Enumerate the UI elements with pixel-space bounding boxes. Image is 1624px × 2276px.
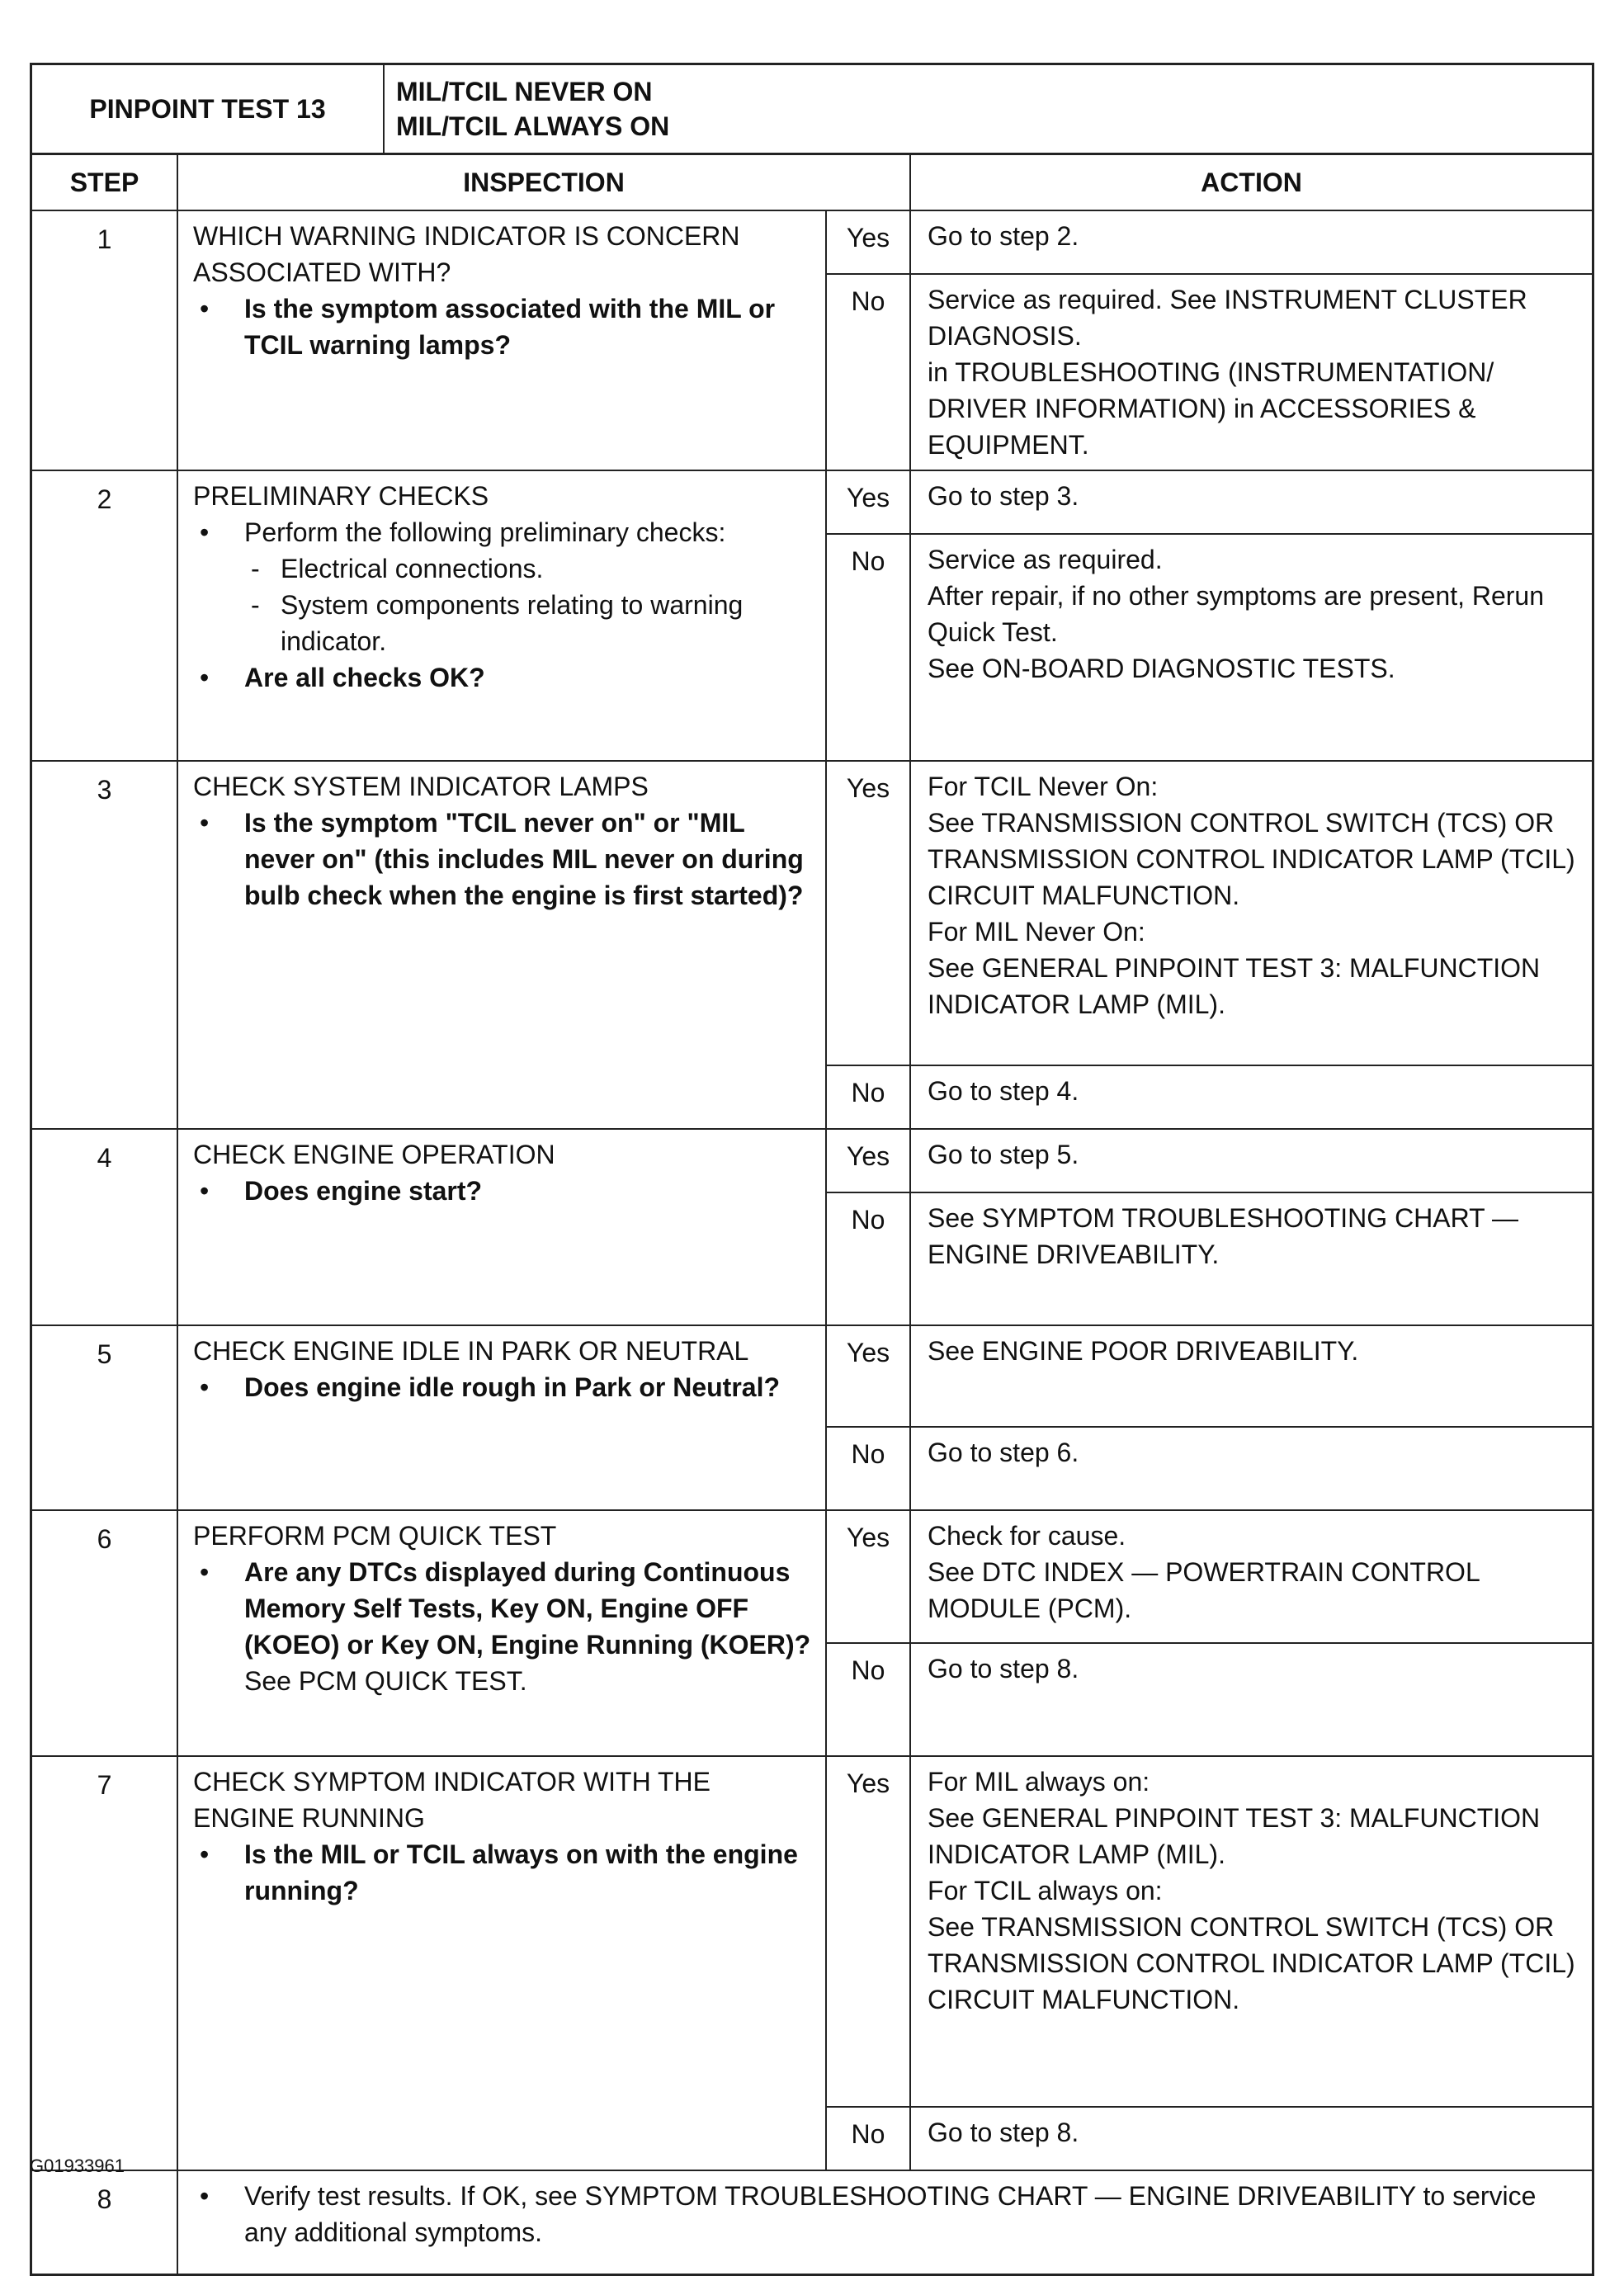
step-number: 3 xyxy=(32,761,177,1129)
step-inspection xyxy=(177,1510,826,1756)
yes-label: Yes xyxy=(826,210,910,274)
test-id: PINPOINT TEST 13 xyxy=(32,65,385,153)
action-line: in TROUBLESHOOTING (INSTRUMENTATION/ DRIVER INFORMATION) in ACCESSORIES & EQUIPMENT. xyxy=(928,357,1494,460)
final-instruction xyxy=(193,2178,1579,2250)
table-row xyxy=(32,1510,1592,1643)
bullet-glyph: • xyxy=(200,1176,210,1206)
no-label: No xyxy=(826,1192,910,1325)
bullet-glyph: • xyxy=(200,808,210,838)
yes-action xyxy=(910,210,1592,274)
check-subitem xyxy=(193,550,812,587)
step-instruction xyxy=(193,514,812,550)
step-number: 7 xyxy=(32,1756,177,2170)
step-inspection xyxy=(177,1756,826,2170)
column-header-action: ACTION xyxy=(910,155,1592,210)
column-header-step: STEP xyxy=(32,155,177,210)
step-title: CHECK ENGINE OPERATION xyxy=(193,1140,555,1169)
bullet-glyph: • xyxy=(200,2181,210,2211)
step-title: CHECK SYMPTOM INDICATOR WITH THE ENGINE RUNNING xyxy=(193,1767,710,1833)
bullet-glyph: • xyxy=(200,1557,210,1587)
yes-label: Yes xyxy=(826,761,910,1065)
table-row xyxy=(32,1756,1592,2107)
step-final-note xyxy=(177,2170,1592,2274)
step-inspection xyxy=(177,210,826,470)
step-number: 8 xyxy=(32,2170,177,2274)
step-title: WHICH WARNING INDICATOR IS CONCERN ASSOCIATED WITH? xyxy=(193,221,740,287)
action-line: For MIL Never On: xyxy=(928,917,1145,947)
step-inspection xyxy=(177,1325,826,1510)
action-line: For TCIL always on: xyxy=(928,1876,1163,1905)
no-action xyxy=(910,274,1592,470)
no-action xyxy=(910,1643,1592,1756)
action-line: For TCIL Never On: xyxy=(928,772,1159,801)
table-row xyxy=(32,1325,1592,1427)
no-label: No xyxy=(826,534,910,761)
action-line: See TRANSMISSION CONTROL SWITCH (TCS) OR TRANSMISSION CONTROL INDICATOR LAMP (TCIL) CIRCUIT MALFUNCTION. xyxy=(928,1912,1575,2014)
step-question xyxy=(193,1369,812,1405)
no-label: No xyxy=(826,274,910,470)
step-inspection xyxy=(177,1129,826,1325)
action-line: Go to step 4. xyxy=(928,1076,1079,1106)
yes-label: Yes xyxy=(826,1129,910,1192)
action-line: See ENGINE POOR DRIVEABILITY. xyxy=(928,1336,1359,1366)
step-title: CHECK ENGINE IDLE IN PARK OR NEUTRAL xyxy=(193,1336,749,1366)
no-action xyxy=(910,1427,1592,1510)
no-action xyxy=(910,1065,1592,1129)
step-inspection xyxy=(177,470,826,761)
step-question xyxy=(193,290,812,363)
action-line: See GENERAL PINPOINT TEST 3: MALFUNCTION INDICATOR LAMP (MIL). xyxy=(928,953,1541,1019)
dash-glyph: - xyxy=(251,554,260,583)
question-tail: See PCM QUICK TEST. xyxy=(244,1666,527,1696)
action-line: Service as required. xyxy=(928,545,1163,574)
action-line: Go to step 6. xyxy=(928,1438,1079,1467)
action-line: Go to step 5. xyxy=(928,1140,1079,1169)
table-title-row xyxy=(32,65,1592,155)
yes-action xyxy=(910,470,1592,534)
action-line: See SYMPTOM TROUBLESHOOTING CHART — ENGINE DRIVEABILITY. xyxy=(928,1203,1519,1269)
bullet-glyph: • xyxy=(200,1839,210,1869)
yes-action xyxy=(910,1129,1592,1192)
no-label: No xyxy=(826,1427,910,1510)
table-row xyxy=(32,470,1592,534)
table-row xyxy=(32,2170,1592,2274)
yes-action xyxy=(910,1510,1592,1643)
bullet-glyph: • xyxy=(200,294,210,323)
pinpoint-test-table xyxy=(30,63,1594,2276)
yes-label: Yes xyxy=(826,1510,910,1643)
yes-action xyxy=(910,1756,1592,2107)
final-instruction-text: Verify test results. If OK, see SYMPTOM TROUBLESHOOTING CHART — ENGINE DRIVEABILITY to service any additional symptoms. xyxy=(244,2181,1537,2247)
step-instruction-text: Perform the following preliminary checks: xyxy=(244,517,726,547)
table-row xyxy=(32,210,1592,274)
action-line: Check for cause. xyxy=(928,1521,1126,1551)
step-inspection xyxy=(177,761,826,1129)
table-row xyxy=(32,1129,1592,1192)
action-line: See ON-BOARD DIAGNOSTIC TESTS. xyxy=(928,654,1395,683)
step-number: 6 xyxy=(32,1510,177,1756)
action-line: See TRANSMISSION CONTROL SWITCH (TCS) OR TRANSMISSION CONTROL INDICATOR LAMP (TCIL) CIRCUIT MALFUNCTION. xyxy=(928,808,1575,910)
no-action xyxy=(910,534,1592,761)
steps-body xyxy=(32,210,1592,2274)
action-line: Go to step 8. xyxy=(928,1654,1079,1683)
action-line: See DTC INDEX — POWERTRAIN CONTROL MODULE (PCM). xyxy=(928,1557,1480,1623)
dash-glyph: - xyxy=(251,590,260,620)
action-line: Go to step 2. xyxy=(928,221,1079,251)
figure-id: G01933961 xyxy=(30,2156,125,2176)
no-action xyxy=(910,1192,1592,1325)
step-question-text: Does engine idle rough in Park or Neutral? xyxy=(244,1372,780,1402)
step-number: 4 xyxy=(32,1129,177,1325)
bullet-glyph: • xyxy=(200,517,210,547)
no-label: No xyxy=(826,1065,910,1129)
step-number: 2 xyxy=(32,470,177,761)
check-subitem-text: Electrical connections. xyxy=(281,554,544,583)
step-question-text: Are all checks OK? xyxy=(244,663,485,692)
table-row xyxy=(32,761,1592,1065)
column-header-inspection: INSPECTION xyxy=(177,155,910,210)
step-title: PRELIMINARY CHECKS xyxy=(193,481,489,511)
yes-action xyxy=(910,1325,1592,1427)
no-label: No xyxy=(826,1643,910,1756)
test-title-line2: MIL/TCIL ALWAYS ON xyxy=(396,111,670,141)
step-number: 1 xyxy=(32,210,177,470)
no-label: No xyxy=(826,2107,910,2170)
step-question-text: Are any DTCs displayed during Continuous Memory Self Tests, Key ON, Engine OFF (KOEO) or Key ON, Engine Running (KOER)? xyxy=(244,1557,811,1660)
step-question xyxy=(193,1554,812,1699)
yes-label: Yes xyxy=(826,470,910,534)
step-question-text: Is the MIL or TCIL always on with the engine running? xyxy=(244,1839,798,1905)
step-question xyxy=(193,1836,812,1909)
action-line: Go to step 8. xyxy=(928,2118,1079,2147)
bullet-glyph: • xyxy=(200,1372,210,1402)
step-number: 5 xyxy=(32,1325,177,1510)
action-line: After repair, if no other symptoms are present, Rerun Quick Test. xyxy=(928,581,1545,647)
column-header-row xyxy=(32,155,1592,210)
step-question-text: Is the symptom "TCIL never on" or "MIL never on" (this includes MIL never on during bulb check when the engine is first started)? xyxy=(244,808,804,910)
yes-label: Yes xyxy=(826,1325,910,1427)
check-subitem-text: System components relating to warning indicator. xyxy=(281,590,744,656)
step-title: CHECK SYSTEM INDICATOR LAMPS xyxy=(193,772,649,801)
no-action xyxy=(910,2107,1592,2170)
yes-action xyxy=(910,761,1592,1065)
step-title: PERFORM PCM QUICK TEST xyxy=(193,1521,557,1551)
test-title-line1: MIL/TCIL NEVER ON xyxy=(396,77,653,106)
action-line: Service as required. See INSTRUMENT CLUSTER DIAGNOSIS. xyxy=(928,285,1527,351)
test-title xyxy=(385,65,1592,153)
step-question xyxy=(193,805,812,914)
step-question xyxy=(193,1173,812,1209)
check-subitem xyxy=(193,587,812,659)
step-question-text: Does engine start? xyxy=(244,1176,483,1206)
yes-label: Yes xyxy=(826,1756,910,2107)
step-question xyxy=(193,659,812,696)
bullet-glyph: • xyxy=(200,663,210,692)
action-line: Go to step 3. xyxy=(928,481,1079,511)
steps-table xyxy=(32,155,1592,2274)
step-question-text: Is the symptom associated with the MIL or TCIL warning lamps? xyxy=(244,294,776,360)
action-line: See GENERAL PINPOINT TEST 3: MALFUNCTION INDICATOR LAMP (MIL). xyxy=(928,1803,1541,1869)
action-line: For MIL always on: xyxy=(928,1767,1150,1797)
